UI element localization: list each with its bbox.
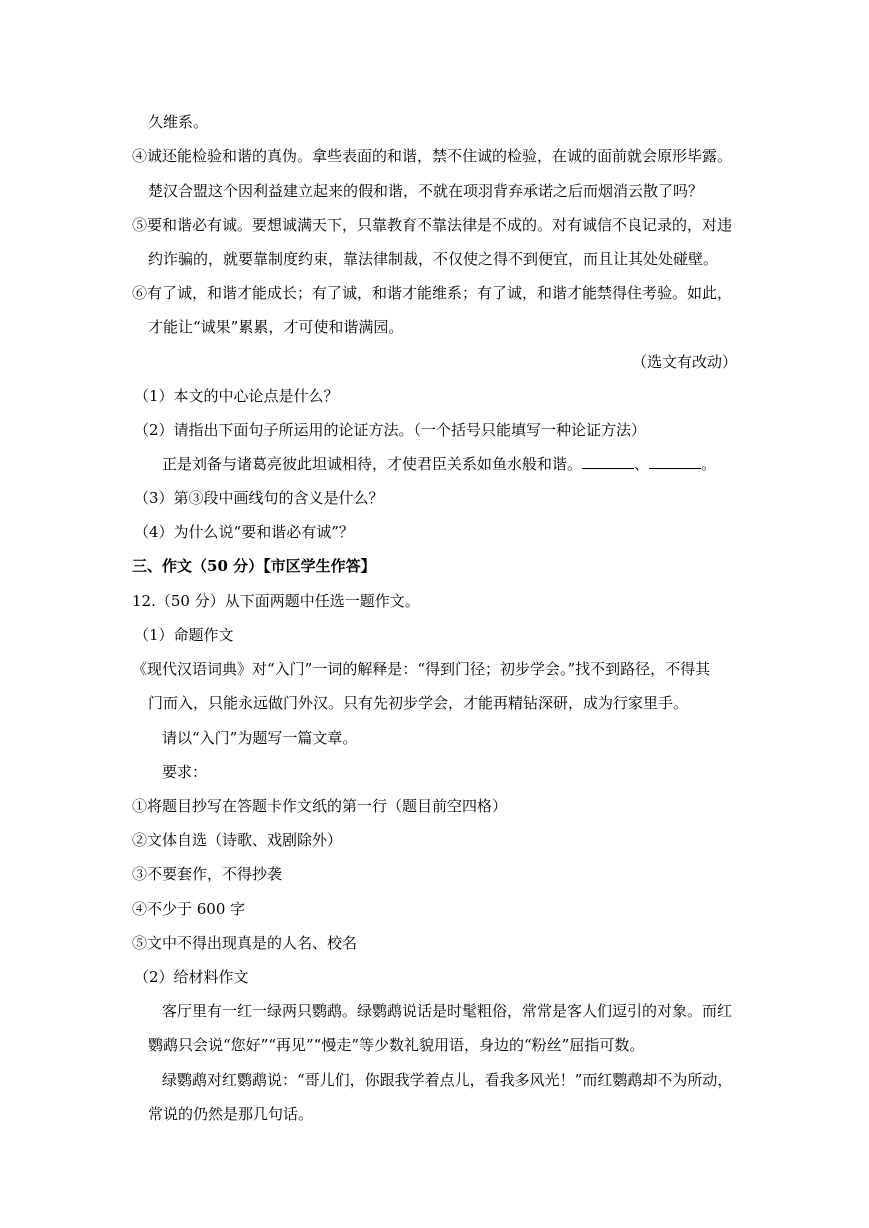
answer-blank-2[interactable] (649, 454, 701, 469)
sentence-end: 。 (701, 455, 717, 473)
question-12: 12.（50 分）从下面两题中任选一题作文。 (132, 592, 420, 610)
question-4: （4）为什么说“要和谐必有诚”？ (134, 523, 354, 541)
part-1-title: （1）命题作文 (134, 626, 234, 644)
requirements-label: 要求： (162, 763, 208, 781)
question-2: （2）请指出下面句子所运用的论证方法。（一个括号只能填写一种论证方法） (134, 421, 647, 439)
passage-line: 久维系。 (148, 113, 209, 131)
question-1: （1）本文的中心论点是什么？ (134, 387, 339, 405)
requirement-3: ③不要套作，不得抄袭 (132, 865, 283, 883)
passage-paragraph-6-cont: 才能让“诚果”累累，才可使和谐满园。 (148, 318, 404, 336)
question-3: （3）第③段中画线句的含义是什么？ (134, 489, 384, 507)
part-1-prompt: 请以“入门”为题写一篇文章。 (162, 729, 358, 747)
passage-paragraph-6: ⑥有了诚，和谐才能成长；有了诚，和谐才能维系；有了诚，和谐才能禁得住考验。如此， (132, 284, 733, 302)
source-note: （选文有改动） (632, 353, 738, 371)
requirement-4: ④不少于 600 字 (132, 900, 246, 918)
part-1-text-cont: 门而入，只能永远做门外汉。只有先初步学会，才能再精钻深研，成为行家里手。 (148, 694, 689, 712)
part-1-text: 《现代汉语词典》对“入门”一词的解释是：“得到门径；初步学会。”找不到路径，不得其 (132, 660, 711, 678)
passage-paragraph-5: ⑤要和谐必有诚。要想诚满天下，只靠教育不靠法律是不成的。对有诚信不良记录的，对违 (132, 216, 733, 234)
section-heading: 三、作文（50 分）【市区学生作答】 (132, 557, 376, 575)
part-2-title: （2）给材料作文 (134, 968, 249, 986)
requirement-5: ⑤文中不得出现真是的人名、校名 (132, 934, 358, 952)
blank-separator: 、 (634, 455, 650, 473)
requirement-1: ①将题目抄写在答题卡作文纸的第一行（题目前空四格） (132, 797, 508, 815)
passage-paragraph-4: ④诚还能检验和谐的真伪。拿些表面的和谐，禁不住诚的检验，在诚的面前就会原形毕露。 (132, 147, 733, 165)
question-2-sentence (162, 454, 716, 474)
answer-blank-1[interactable] (582, 454, 634, 469)
passage-paragraph-5-cont: 约诈骗的，就要靠制度约束，靠法律制裁，不仅使之得不到便宜，而且让其处处碰壁。 (148, 250, 719, 268)
part-2-text-2: 绿鹦鹉对红鹦鹉说：“哥儿们，你跟我学着点儿，看我多风光！”而红鹦鹉却不为所动， (162, 1071, 733, 1089)
passage-paragraph-4-cont: 楚汉合盟这个因利益建立起来的假和谐，不就在项羽背弃承诺之后而烟消云散了吗？ (148, 182, 704, 200)
question-2-sentence-text: 正是刘备与诸葛亮彼此坦诚相待，才使君臣关系如鱼水般和谐。 (162, 455, 583, 473)
requirement-2: ②文体自选（诗歌、戏剧除外） (132, 831, 343, 849)
part-2-text: 客厅里有一红一绿两只鹦鹉。绿鹦鹉说话是时髦粗俗，常常是客人们逗引的对象。而红 (162, 1002, 733, 1020)
part-2-text-2-cont: 常说的仍然是那几句话。 (148, 1105, 314, 1123)
part-2-text-cont: 鹦鹉只会说“您好”“再见”“慢走”等少数礼貌用语，身边的“粉丝”屈指可数。 (148, 1036, 645, 1054)
